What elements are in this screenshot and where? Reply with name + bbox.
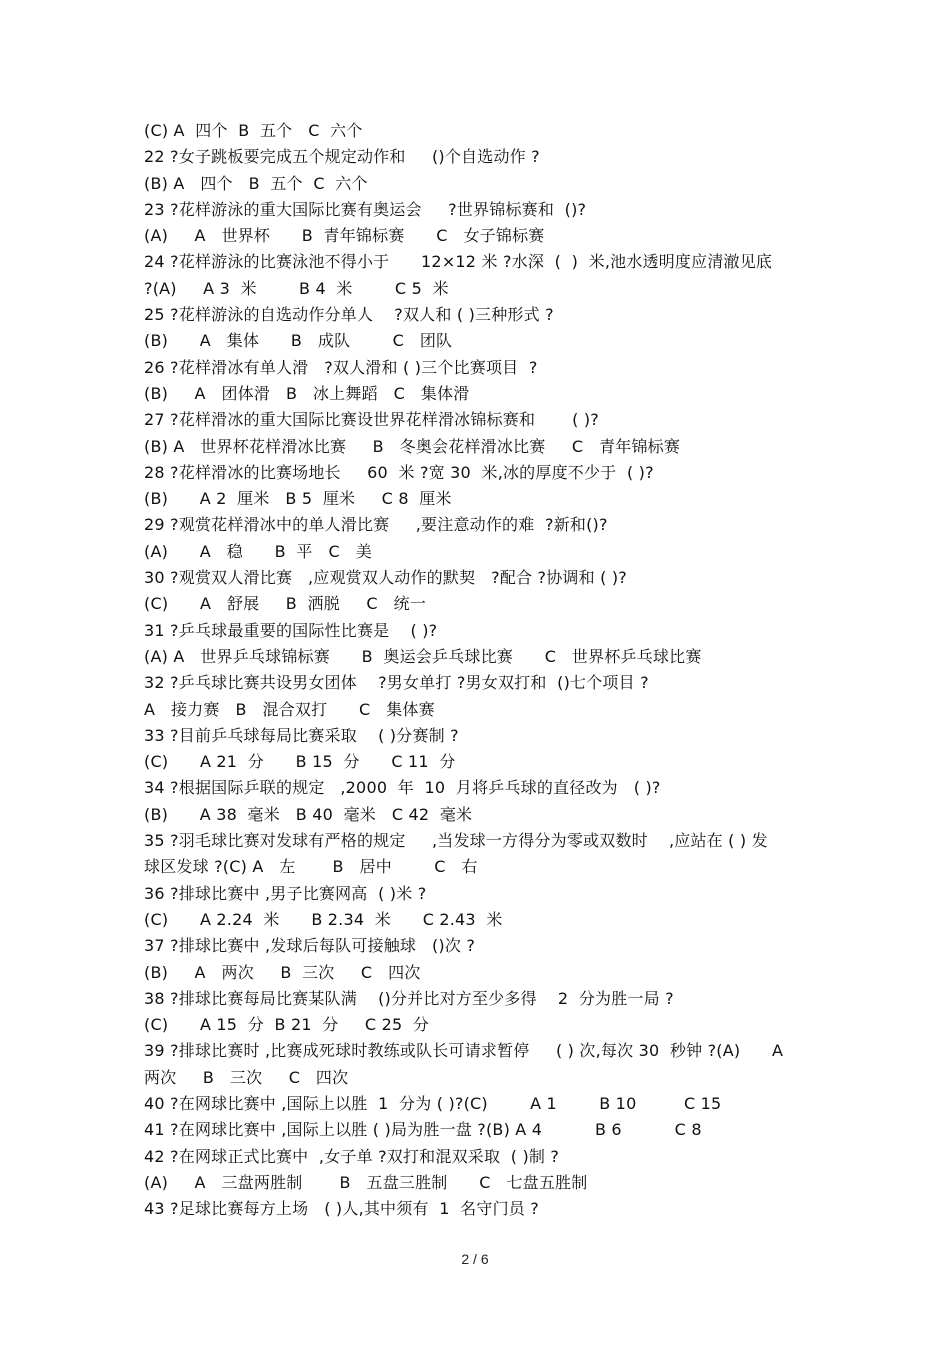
text-line: (B) A 世界杯花样滑冰比赛 B 冬奥会花样滑冰比赛 C 青年锦标赛: [144, 436, 681, 456]
text-line: 28 ?花样滑冰的比赛场地长 60 米 ?宽 30 米,冰的厚度不少于 ( )?: [144, 462, 654, 482]
text-line: ?(A) A 3 米 B 4 米 C 5 米: [144, 278, 449, 298]
text-line: A 接力赛 B 混合双打 C 集体赛: [144, 699, 435, 719]
text-line: (C) A 15 分 B 21 分 C 25 分: [144, 1015, 430, 1035]
text-line: 31 ?乒乓球最重要的国际性比赛是 ( )?: [144, 620, 438, 640]
text-line: 29 ?观赏花样滑冰中的单人滑比赛 ,要注意动作的难 ?新和()?: [144, 515, 608, 535]
text-line: 球区发球 ?(C) A 左 B 居中 C 右: [144, 857, 478, 877]
text-line: 40 ?在网球比赛中 ,国际上以胜 1 分为 ( )?(C) A 1 B 10 C 15: [144, 1093, 722, 1113]
text-line: 41 ?在网球比赛中 ,国际上以胜 ( )局为胜一盘 ?(B) A 4 B 6 C 8: [144, 1120, 702, 1140]
text-line: 24 ?花样游泳的比赛泳池不得小于 12×12 米 ?水深 ( ) 米,池水透明度应清澈见底: [144, 252, 773, 272]
text-line: 35 ?羽毛球比赛对发球有严格的规定 ,当发球一方得分为零或双数时 ,应站在 ( ) 发: [144, 831, 768, 851]
text-line: 26 ?花样滑冰有单人滑 ?双人滑和 ( )三个比赛项目 ?: [144, 357, 538, 377]
text-line: 30 ?观赏双人滑比赛 ,应观赏双人动作的默契 ?配合 ?协调和 ( )?: [144, 568, 627, 588]
text-line: (B) A 四个 B 五个 C 六个: [144, 173, 368, 193]
text-line: (A) A 世界乒乓球锦标赛 B 奥运会乒乓球比赛 C 世界杯乒乓球比赛: [144, 646, 702, 666]
text-line: (C) A 21 分 B 15 分 C 11 分: [144, 752, 456, 772]
text-line: 43 ?足球比赛每方上场 ( )人,其中须有 1 名守门员 ?: [144, 1199, 539, 1219]
text-line: 34 ?根据国际乒联的规定 ,2000 年 10 月将乒乓球的直径改为 ( )?: [144, 778, 661, 798]
text-line: 33 ?目前乒乓球每局比赛采取 ( )分赛制 ?: [144, 725, 459, 745]
text-line: 39 ?排球比赛时 ,比赛成死球时教练或队长可请求暂停 ( ) 次,每次 30 秒钟 ?(A) A: [144, 1041, 784, 1061]
text-line: (C) A 2.24 米 B 2.34 米 C 2.43 米: [144, 909, 503, 929]
text-line: (A) A 稳 B 平 C 美: [144, 541, 372, 561]
text-line: (B) A 团体滑 B 冰上舞蹈 C 集体滑: [144, 383, 470, 403]
text-line: (B) A 集体 B 成队 C 团队: [144, 331, 453, 351]
text-line: 25 ?花样游泳的自选动作分单人 ?双人和 ( )三种形式 ?: [144, 305, 554, 325]
text-line: 32 ?乒乓球比赛共设男女团体 ?男女单打 ?男女双打和 ()七个项目 ?: [144, 673, 649, 693]
text-line: (B) A 38 毫米 B 40 毫米 C 42 毫米: [144, 804, 473, 824]
text-line: 42 ?在网球正式比赛中 ,女子单 ?双打和混双采取 ( )制 ?: [144, 1146, 560, 1166]
text-line: 36 ?排球比赛中 ,男子比赛网高 ( )米 ?: [144, 883, 427, 903]
text-line: 23 ?花样游泳的重大国际比赛有奥运会 ?世界锦标赛和 ()?: [144, 199, 587, 219]
text-line: 22 ?女子跳板要完成五个规定动作和 ()个自选动作 ?: [144, 147, 540, 167]
text-line: 38 ?排球比赛每局比赛某队满 ()分并比对方至少多得 2 分为胜一局 ?: [144, 988, 674, 1008]
question-list: [144, 118, 824, 1222]
text-line: (B) A 2 厘米 B 5 厘米 C 8 厘米: [144, 489, 452, 509]
page-number: 2 / 6: [461, 1251, 489, 1267]
text-line: 37 ?排球比赛中 ,发球后每队可接触球 ()次 ?: [144, 936, 476, 956]
text-line: 27 ?花样滑冰的重大国际比赛设世界花样滑冰锦标赛和 ( )?: [144, 410, 600, 430]
text-line: (A) A 三盘两胜制 B 五盘三胜制 C 七盘五胜制: [144, 1172, 588, 1192]
text-line: (C) A 舒展 B 洒脱 C 统一: [144, 594, 427, 614]
text-line: (A) A 世界杯 B 青年锦标赛 C 女子锦标赛: [144, 226, 545, 246]
text-line: (B) A 两次 B 三次 C 四次: [144, 962, 421, 982]
text-line: 两次 B 三次 C 四次: [144, 1067, 349, 1087]
text-line: (C) A 四个 B 五个 C 六个: [144, 121, 363, 140]
